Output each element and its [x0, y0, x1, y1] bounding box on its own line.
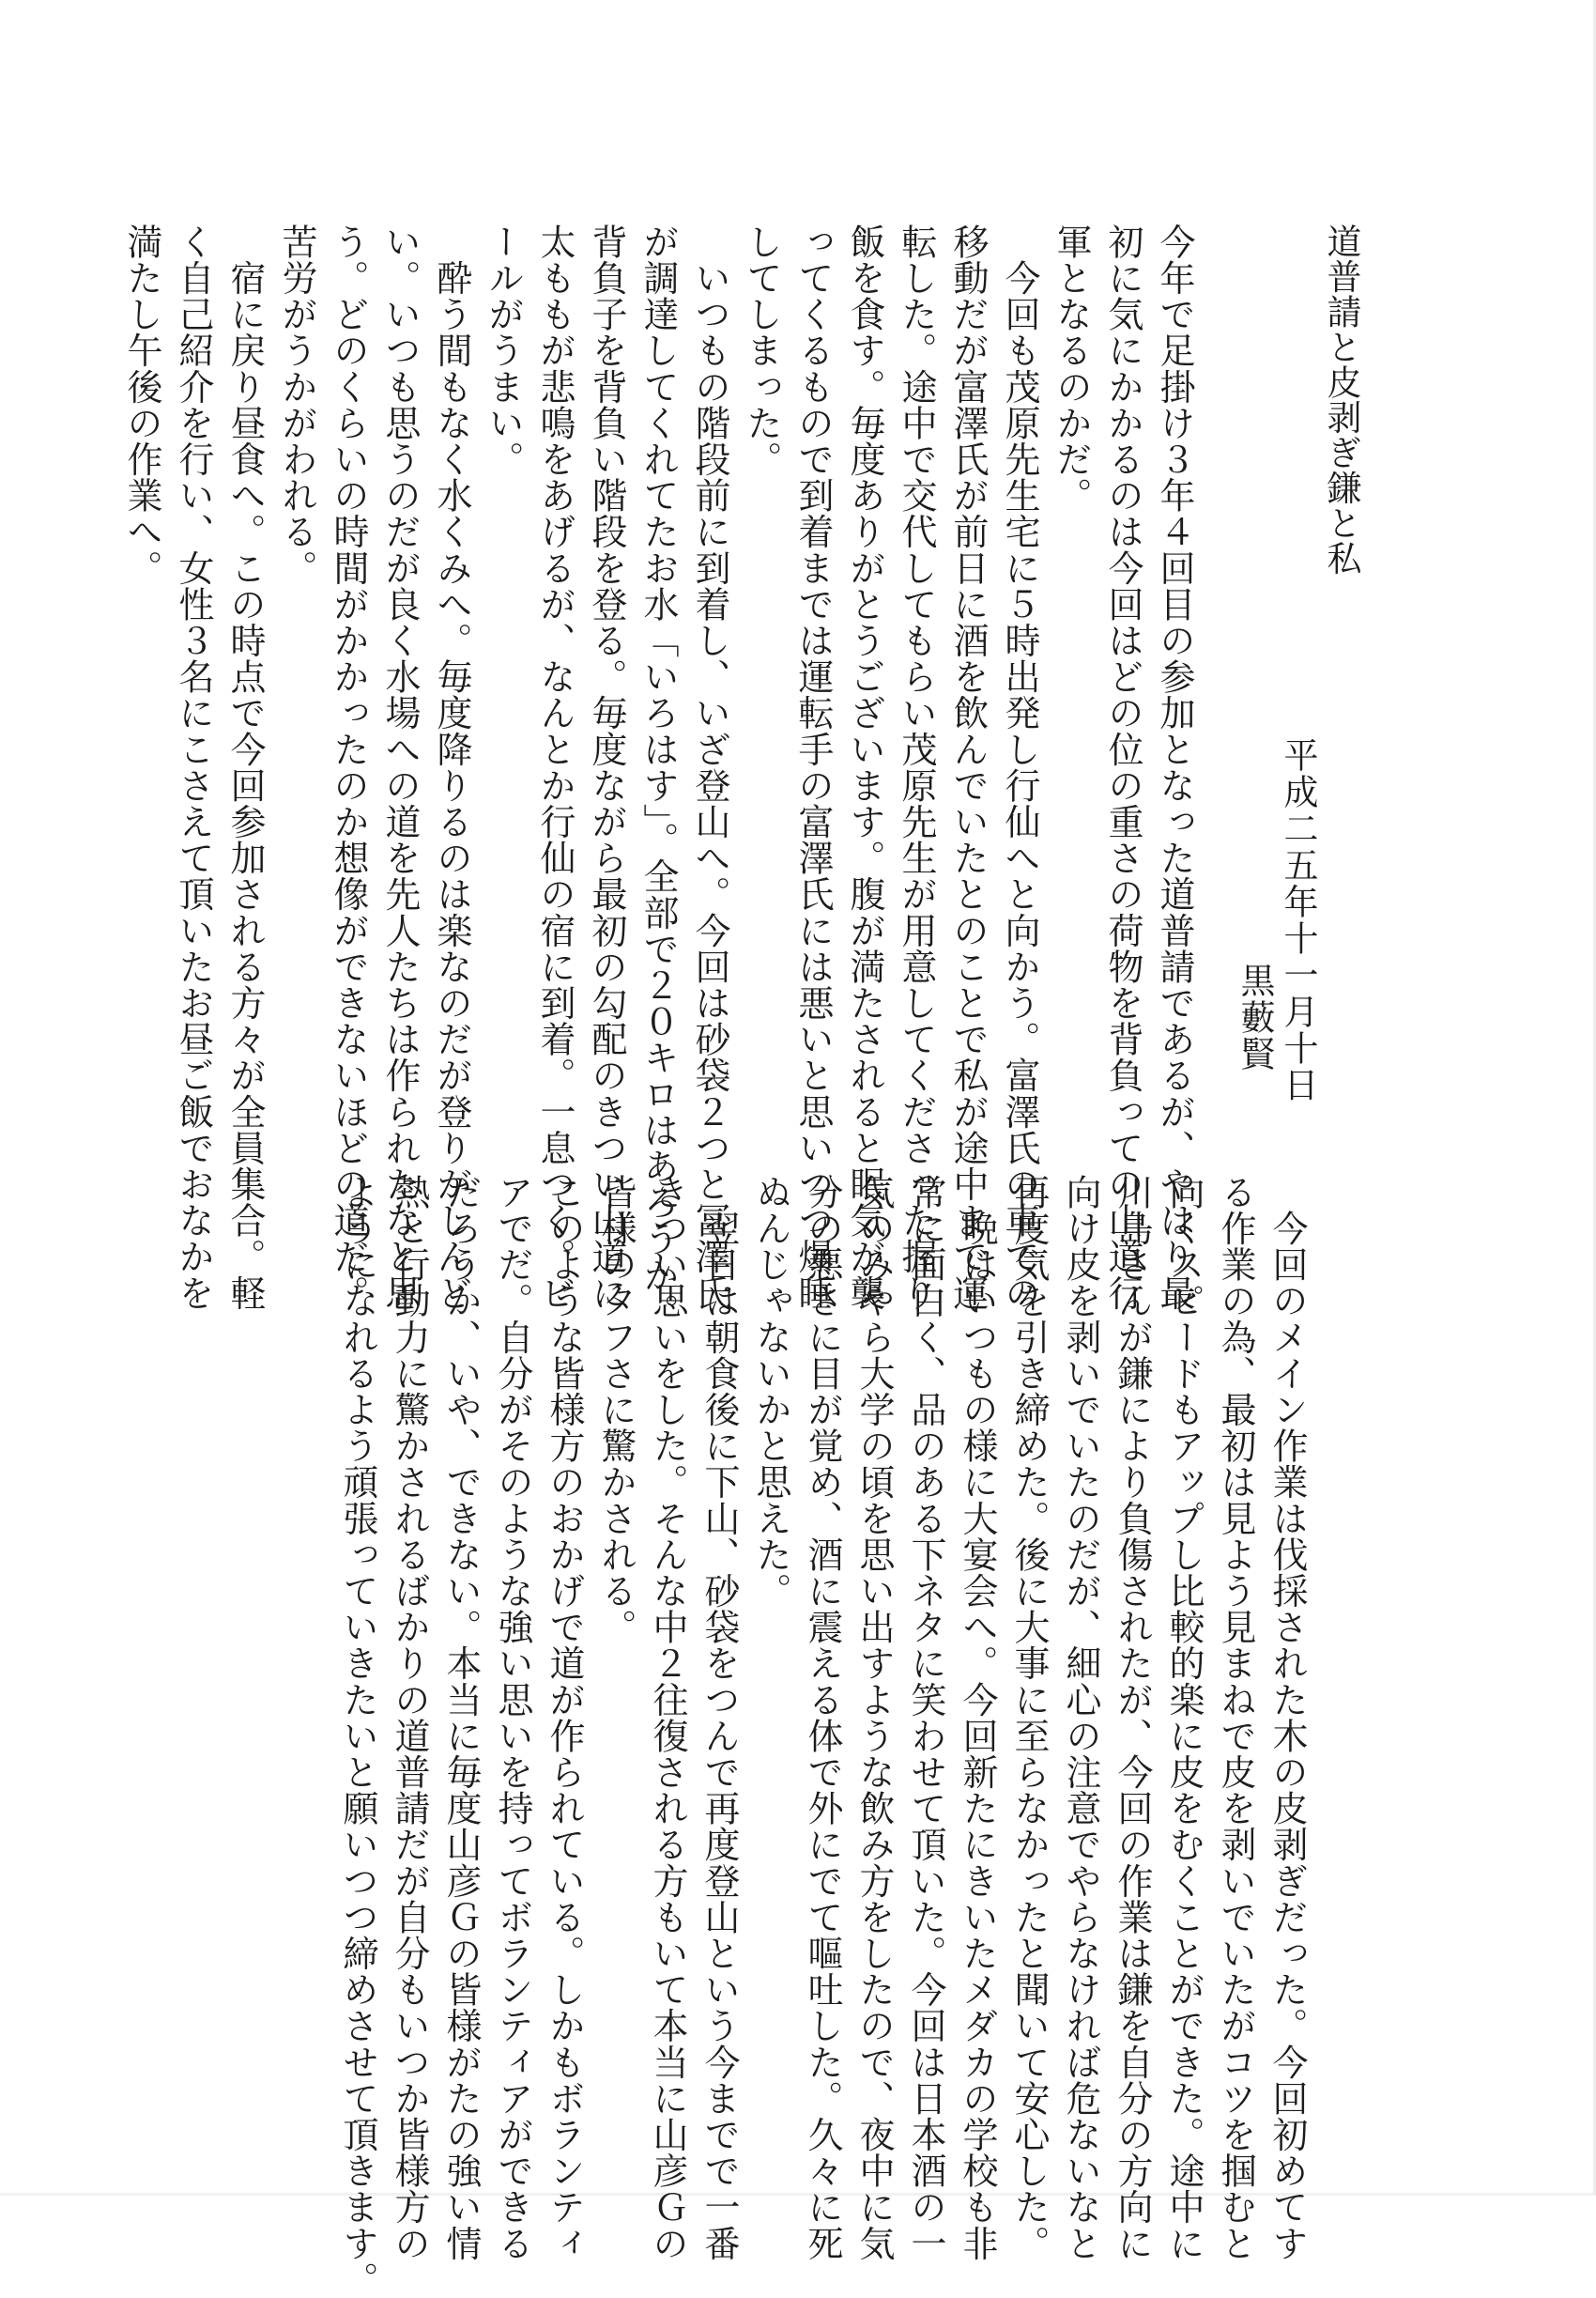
- text-line: 今回も茂原先生宅に５時出発し行仙へと向かう。富澤氏の車での: [999, 224, 1040, 1311]
- text-line: 太ももが悲鳴をあげるが、なんとか行仙の宿に到着。一息つく。ビ: [534, 224, 575, 1311]
- text-line: いつもの階段前に到着し、いざ登山へ。今回は砂袋２つと冨澤氏: [689, 224, 730, 1311]
- text-line: 背負子を背負い階段を登る。毎度ながら最初の勾配のきつい山道に: [586, 224, 627, 1311]
- text-line: ぬんじゃないかと思えた。: [750, 1174, 791, 1610]
- text-line: 宿に戻り昼食へ。この時点で今回参加される方々が全員集合。軽: [224, 224, 266, 1311]
- text-line: 気のみやら大学の頃を思い出すような飲み方をしたので、夜中に気: [853, 1174, 895, 2261]
- text-line: い。いつも思うのだが良く水場への道を先人たちは作られたなと思: [379, 224, 421, 1311]
- text-line: 向け皮を剥いでいたのだが、細心の注意でやらなければ危ないなと: [1060, 1174, 1101, 2261]
- text-line: 今年で足掛け３年４回目の参加となった道普請であるが、やはり最: [1154, 224, 1195, 1311]
- text-line: う。どのくらいの時間がかかったのか想像ができないほどの道だ。: [328, 224, 369, 1311]
- text-line: 晩はいつもの様に大宴会へ。今回新たにきいたメダカの学校も非: [957, 1174, 998, 2261]
- text-line: 今回のメイン作業は伐採された木の皮剥ぎだった。今回初めてす: [1266, 1174, 1308, 2261]
- text-line: 飯を食す。毎度ありがとうございます。腹が満たされると眠気が襲: [844, 224, 885, 1311]
- text-line: が調達してくれてたお水「いろはす」。全部で２０キロはあろうか。: [637, 224, 679, 1330]
- document-title: 道普請と皮剥ぎ鎌と私: [1321, 224, 1361, 576]
- text-line: 軍となるのかだ。: [1051, 224, 1092, 514]
- text-line: してしまった。: [741, 224, 782, 478]
- text-line: 酔う間もなく水くみへ。毎度降りるのは楽なのだが登りがしんど: [431, 224, 472, 1311]
- document-date: 平成二五年十一月十日: [1278, 737, 1318, 1103]
- text-line: 転した。途中で交代してもらい茂原先生が用意してくださった握り: [896, 224, 937, 1311]
- text-line: 川島さんが鎌により負傷されたが、今回の作業は鎌を自分の方向に: [1112, 1174, 1153, 2261]
- text-line: ってくるもので到着までは運転手の富澤氏には悪いと思いつつ爆睡: [792, 224, 834, 1311]
- text-line: 満たし午後の作業へ。: [121, 224, 162, 586]
- text-line: このような皆様方のおかげで道が作られている。しかもボランティ: [544, 1174, 585, 2261]
- text-line: 皆様のタフさに驚かされる。: [595, 1174, 637, 1645]
- text-line: 再度気を引き締めた。後に大事に至らなかったと聞いて安心した。: [1008, 1174, 1050, 2261]
- text-line: 初に気にかかるのは今回はどの位の重さの荷物を背負っての山道行: [1102, 224, 1143, 1311]
- text-line: 常に面白く、品のある下ネタに笑わせて頂いた。今回は日本酒の一: [905, 1174, 946, 2261]
- text-line: ールがうまい。: [483, 224, 524, 478]
- lower-text-block: [331, 1174, 1312, 2298]
- text-line: 移動だが富澤氏が前日に酒を飲んでいたとのことで私が途中まで運: [947, 224, 989, 1311]
- text-line: く自己紹介を行い、女性３名にこさえて頂いたお昼ご飯でおなかを: [173, 224, 214, 1311]
- text-line: 苦労がうかがわれる。: [276, 224, 317, 586]
- text-line: きつい思いをした。そんな中２往復される方もいて本当に山彦Ｇの: [647, 1174, 688, 2261]
- text-line: 熱と行動力に驚かされるばかりの道普請だが自分もいつか皆様方の: [389, 1174, 430, 2261]
- text-line: 翌日は朝食後に下山、砂袋をつんで再度登山という今までで一番: [698, 1174, 740, 2261]
- text-line: 向くスピードもアップし比較的楽に皮をむくことができた。途中に: [1163, 1174, 1205, 2261]
- text-line: 分の悪さに目が覚め、酒に震える体で外にでて嘔吐した。久々に死: [802, 1174, 843, 2261]
- upper-text-block: [115, 224, 1200, 1330]
- document-author: 黒藪賢: [1235, 963, 1275, 1072]
- text-line: ようになれるよう頑張っていきたいと願いつつ締めさせて頂きます。: [337, 1174, 378, 2298]
- text-line: だろうか、いや、できない。本当に毎度山彦Ｇの皆様がたの強い情: [440, 1174, 482, 2261]
- text-line: る作業の為、最初は見よう見まねで皮を剥いでいたがコツを掴むと: [1215, 1174, 1256, 2261]
- text-line: アでだ。自分がそのような強い思いを持ってボランティアができる: [492, 1174, 533, 2261]
